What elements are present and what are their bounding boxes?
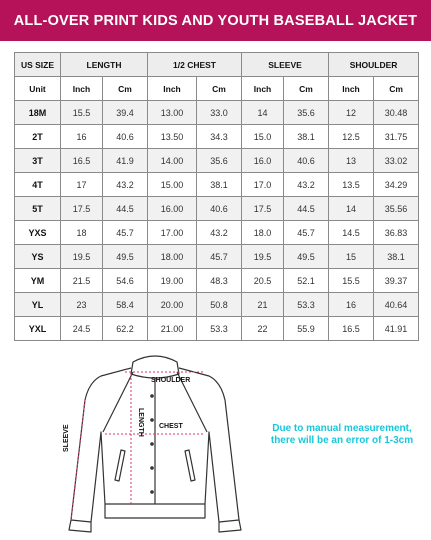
measurement-cell: 48.3	[197, 269, 242, 293]
unit-label: Cm	[284, 77, 329, 101]
measurement-cell: 13.5	[329, 173, 374, 197]
measurement-cell: 41.91	[374, 317, 419, 341]
measurement-cell: 38.1	[374, 245, 419, 269]
measurement-cell: 22	[242, 317, 284, 341]
measurement-cell: 15.0	[242, 125, 284, 149]
table-row	[15, 197, 419, 221]
size-cell: 4T	[15, 173, 61, 197]
measurement-cell: 41.9	[103, 149, 148, 173]
size-cell: YL	[15, 293, 61, 317]
measurement-cell: 35.6	[284, 101, 329, 125]
measurement-cell: 62.2	[103, 317, 148, 341]
measurement-cell: 30.48	[374, 101, 419, 125]
measurement-cell: 55.9	[284, 317, 329, 341]
measurement-cell: 14	[329, 197, 374, 221]
table-row	[15, 269, 419, 293]
measurement-cell: 21	[242, 293, 284, 317]
measurement-cell: 58.4	[103, 293, 148, 317]
measurement-cell: 16.5	[329, 317, 374, 341]
measurement-cell: 19.5	[61, 245, 103, 269]
measurement-cell: 45.7	[284, 221, 329, 245]
size-cell: YS	[15, 245, 61, 269]
measurement-cell: 18.0	[242, 221, 284, 245]
measurement-cell: 31.75	[374, 125, 419, 149]
table-unit-row	[15, 77, 419, 101]
unit-label: Cm	[374, 77, 419, 101]
measurement-cell: 13.50	[148, 125, 197, 149]
measurement-cell: 40.6	[103, 125, 148, 149]
length-label: LENGTH	[137, 408, 144, 437]
measurement-cell: 17.00	[148, 221, 197, 245]
table-row	[15, 173, 419, 197]
jacket-buttons	[150, 394, 154, 494]
measurement-cell: 18.00	[148, 245, 197, 269]
measurement-cell: 49.5	[284, 245, 329, 269]
measurement-cell: 33.0	[197, 101, 242, 125]
measurement-cell: 17.5	[61, 197, 103, 221]
measurement-cell: 16.00	[148, 197, 197, 221]
measurement-cell: 40.6	[284, 149, 329, 173]
title-banner	[0, 0, 431, 41]
measurement-cell: 17	[61, 173, 103, 197]
table-row	[15, 125, 419, 149]
jacket-button	[150, 442, 154, 446]
measurement-cell: 44.5	[284, 197, 329, 221]
header-unit: Unit	[15, 77, 61, 101]
shoulder-label: SHOULDER	[151, 377, 191, 384]
measurement-cell: 16.0	[242, 149, 284, 173]
table-body	[15, 101, 419, 341]
unit-label: Cm	[197, 77, 242, 101]
measurement-lines	[71, 372, 205, 520]
measurement-cell: 38.1	[197, 173, 242, 197]
jacket-right-pocket	[185, 450, 195, 481]
measurement-cell: 13.00	[148, 101, 197, 125]
chest-label: CHEST	[159, 423, 183, 430]
measurement-cell: 23	[61, 293, 103, 317]
measurement-cell: 39.37	[374, 269, 419, 293]
page-title: ALL-OVER PRINT KIDS AND YOUTH BASEBALL JACKET	[13, 12, 418, 29]
measurement-cell: 36.83	[374, 221, 419, 245]
table-row	[15, 149, 419, 173]
table-row	[15, 101, 419, 125]
measurement-cell: 34.29	[374, 173, 419, 197]
header-us-size: US SIZE	[15, 53, 61, 77]
measurement-cell: 14	[242, 101, 284, 125]
measurement-cell: 53.3	[197, 317, 242, 341]
measurement-cell: 40.6	[197, 197, 242, 221]
jacket-diagram	[55, 352, 255, 536]
measurement-cell: 20.00	[148, 293, 197, 317]
jacket-left-pocket	[115, 450, 125, 481]
measurement-cell: 12	[329, 101, 374, 125]
header-sleeve: SLEEVE	[242, 53, 329, 77]
table-row	[15, 317, 419, 341]
measurement-cell: 18	[61, 221, 103, 245]
measurement-cell: 54.6	[103, 269, 148, 293]
note-line-2: there will be an error of 1-3cm	[270, 435, 414, 446]
measurement-cell: 44.5	[103, 197, 148, 221]
measurement-cell: 33.02	[374, 149, 419, 173]
measurement-cell: 15.00	[148, 173, 197, 197]
header-half-chest: 1/2 CHEST	[148, 53, 242, 77]
measurement-cell: 21.00	[148, 317, 197, 341]
measurement-cell: 53.3	[284, 293, 329, 317]
measurement-cell: 16	[329, 293, 374, 317]
measurement-cell: 43.2	[284, 173, 329, 197]
measurement-cell: 43.2	[197, 221, 242, 245]
measurement-cell: 17.5	[242, 197, 284, 221]
jacket-button	[150, 418, 154, 422]
measurement-cell: 16.5	[61, 149, 103, 173]
measurement-cell: 24.5	[61, 317, 103, 341]
measurement-cell: 15.5	[329, 269, 374, 293]
measurement-cell: 39.4	[103, 101, 148, 125]
size-cell: YXS	[15, 221, 61, 245]
size-cell: 3T	[15, 149, 61, 173]
note-line-1: Due to manual measurement,	[272, 423, 412, 434]
measurement-cell: 19.5	[242, 245, 284, 269]
measurement-cell: 15	[329, 245, 374, 269]
jacket-button	[150, 394, 154, 398]
measurement-cell: 14.00	[148, 149, 197, 173]
jacket-button	[150, 466, 154, 470]
table-header-row	[15, 53, 419, 77]
measurement-cell: 20.5	[242, 269, 284, 293]
unit-label: Inch	[148, 77, 197, 101]
measurement-cell: 13	[329, 149, 374, 173]
size-cell: 18M	[15, 101, 61, 125]
size-chart-table	[14, 52, 419, 341]
header-shoulder: SHOULDER	[329, 53, 419, 77]
table-row	[15, 221, 419, 245]
unit-label: Inch	[329, 77, 374, 101]
unit-label: Inch	[242, 77, 284, 101]
measurement-cell: 45.7	[197, 245, 242, 269]
measurement-cell: 35.6	[197, 149, 242, 173]
jacket-button	[150, 490, 154, 494]
measurement-cell: 12.5	[329, 125, 374, 149]
size-cell: YM	[15, 269, 61, 293]
measurement-cell: 49.5	[103, 245, 148, 269]
table-row	[15, 245, 419, 269]
measurement-cell: 19.00	[148, 269, 197, 293]
jacket-collar	[131, 356, 179, 378]
measurement-cell: 21.5	[61, 269, 103, 293]
measurement-cell: 17.0	[242, 173, 284, 197]
table-row	[15, 293, 419, 317]
measurement-cell: 34.3	[197, 125, 242, 149]
size-cell: 5T	[15, 197, 61, 221]
header-length: LENGTH	[61, 53, 148, 77]
measurement-cell: 45.7	[103, 221, 148, 245]
measurement-cell: 35.56	[374, 197, 419, 221]
measurement-cell: 43.2	[103, 173, 148, 197]
size-cell: YXL	[15, 317, 61, 341]
sleeve-label: SLEEVE	[63, 424, 70, 452]
measurement-cell: 16	[61, 125, 103, 149]
measurement-note	[262, 423, 422, 447]
measurement-cell: 15.5	[61, 101, 103, 125]
measurement-cell: 52.1	[284, 269, 329, 293]
unit-label: Inch	[61, 77, 103, 101]
measurement-cell: 14.5	[329, 221, 374, 245]
jacket-waistband	[105, 504, 205, 518]
measurement-cell: 38.1	[284, 125, 329, 149]
measurement-cell: 40.64	[374, 293, 419, 317]
unit-label: Cm	[103, 77, 148, 101]
jacket-left-seam	[103, 372, 133, 432]
measurement-cell: 50.8	[197, 293, 242, 317]
size-cell: 2T	[15, 125, 61, 149]
